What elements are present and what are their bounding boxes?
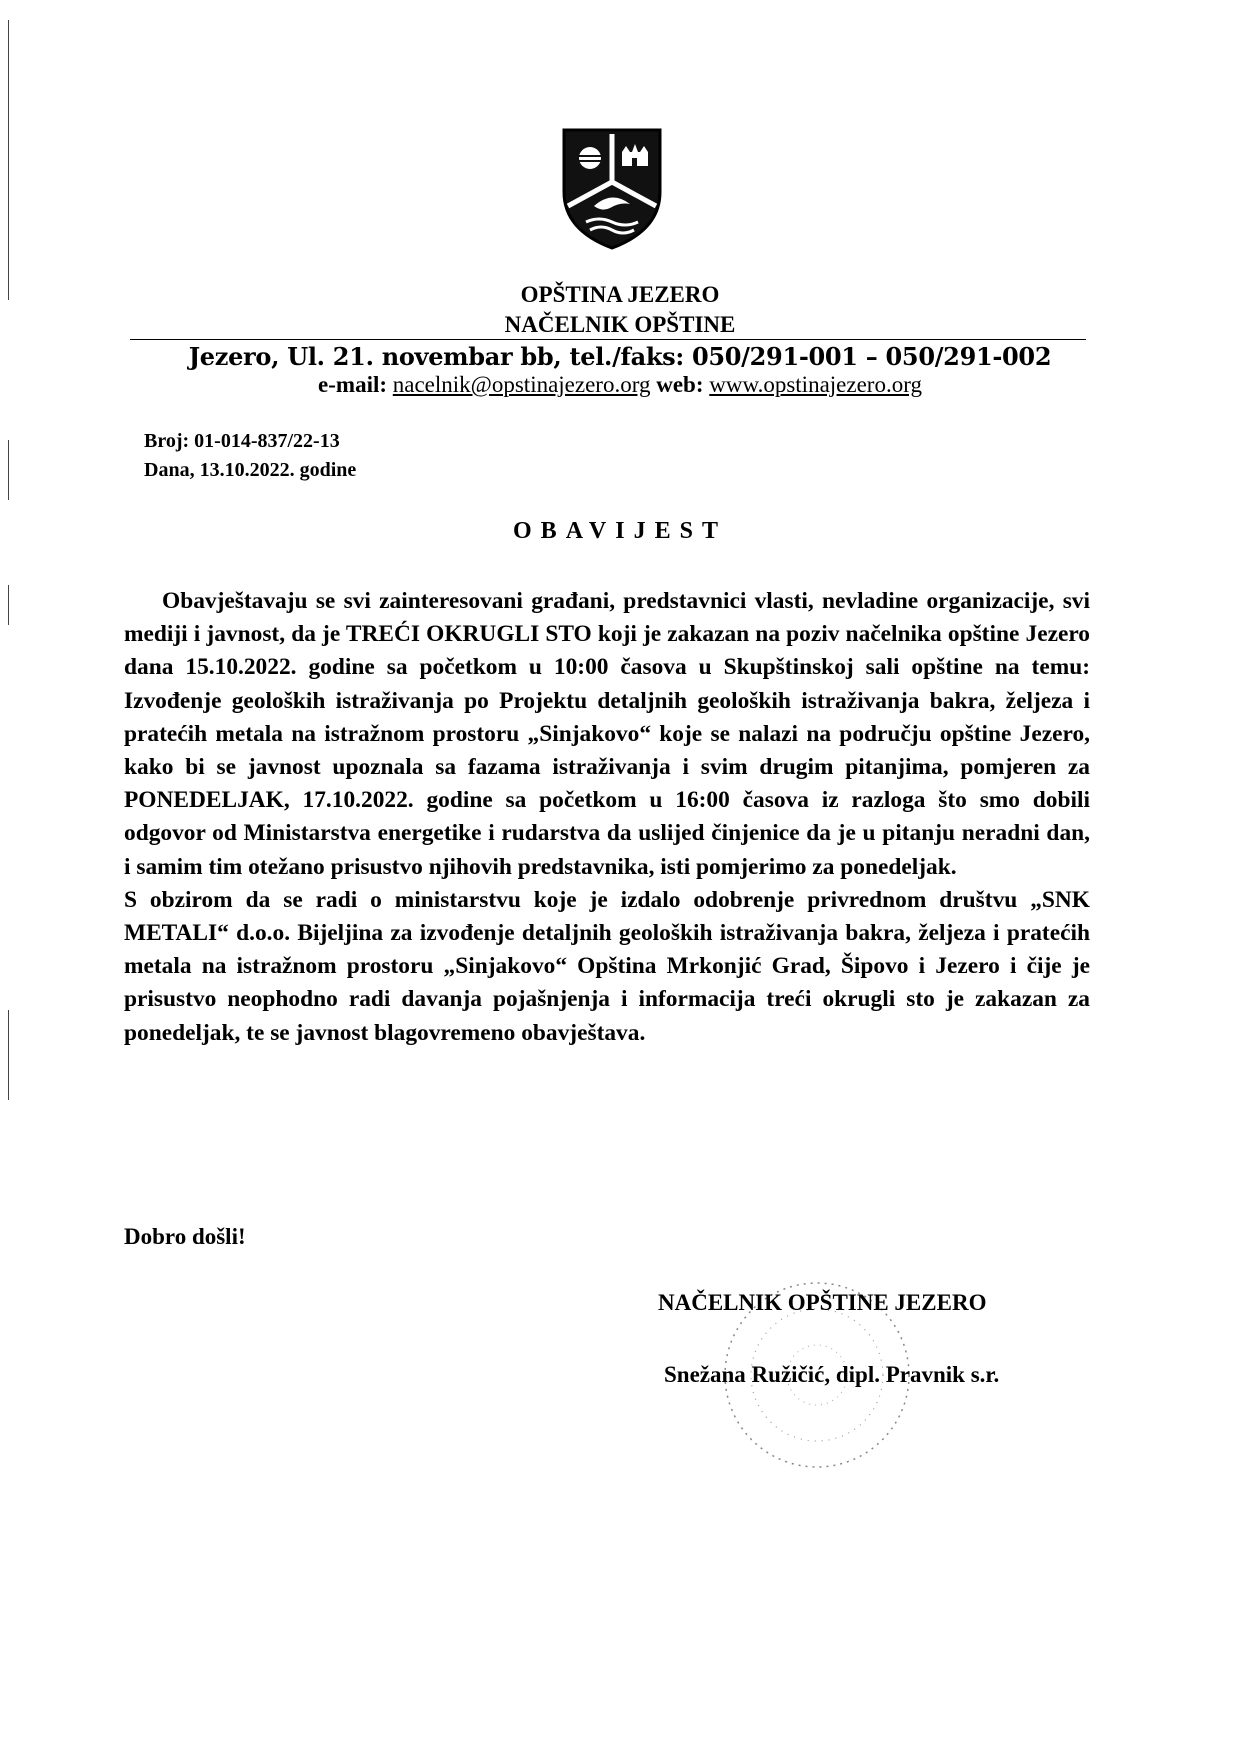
body-paragraph-2: S obzirom da se radi o ministarstvu koje je izdalo odobrenje privrednom društvu „SNK METALI“ d.o.o. Bijeljina za izvođenje detaljnih geoloških istraživanja bakra, željeza i pratećih metala na istražnom prostoru „Sinjakovo“ Opština Mrkonjić Grad, Šipovo i Jezero i čije je prisustvo neophodno radi davanja pojašnjenja i informacija treći okrugli sto je zakazan za ponedeljak, te se javnost blagovremeno obavještava. — [124, 886, 1090, 1046]
address-line: Jezero, Ul. 21. novembar bb, tel./faks: 050/291-001 – 050/291-002 — [188, 342, 1052, 371]
reference-number: Broj: 01-014-837/22-13 — [144, 430, 340, 452]
municipality-coat-of-arms-icon — [560, 126, 664, 252]
scan-edge-line — [8, 1010, 9, 1100]
email-label: e-mail: — [318, 372, 388, 397]
office-name: NAČELNIK OPŠTINE — [504, 312, 736, 337]
scan-edge-line — [8, 440, 9, 500]
contact-line — [0, 372, 1240, 398]
reference-date: Dana, 13.10.2022. godine — [144, 459, 357, 481]
scan-edge-line — [8, 20, 9, 300]
body-paragraph-1: Obavještavaju se svi zainteresovani građani, predstavnici vlasti, nevladine organizacije, svi mediji i javnost, da je TREĆI OKRUGLI STO koji je zakazan na poziv načelnika opštine Jezero dana 15.10.2022. godine sa početkom u 10:00 časova u Skupštinskoj sali opštine na temu: Izvođenje geoloških istraživanja po Projektu detaljnih geoloških istraživanja bakra, željeza i pratećih metala na istražnom prostoru „Sinjakovo“ koje se nalazi na području opštine Jezero, kako bi se javnost upoznala sa fazama istraživanja i svim drugim pitanjima, pomjeren za PONEDELJAK, 17.10.2022. godine sa početkom u 16:00 časova iz razloga što smo dobili odgovor od Ministarstva energetike i rudarstva da uslijed činjenice da je u pitanju neradni dan, i samim tim otežano prisustvo njihovih predstavnika, isti pomjerimo za ponedeljak. — [124, 588, 1090, 880]
organization-name: OPŠTINA JEZERO — [520, 282, 720, 307]
header-divider — [130, 339, 1086, 340]
document-title: OBAVIJEST — [513, 518, 727, 544]
web-link[interactable]: www.opstinajezero.org — [709, 372, 922, 397]
signatory-name: Snežana Ružičić, dipl. Pravnik s.r. — [664, 1362, 1000, 1387]
notice-body — [124, 585, 1090, 1050]
scan-edge-line — [8, 585, 9, 625]
signatory-title: NAČELNIK OPŠTINE JEZERO — [658, 1290, 987, 1315]
email-link[interactable]: nacelnik@opstinajezero.org — [392, 372, 651, 397]
greeting: Dobro došli! — [124, 1224, 246, 1249]
web-label: web: — [656, 372, 704, 397]
